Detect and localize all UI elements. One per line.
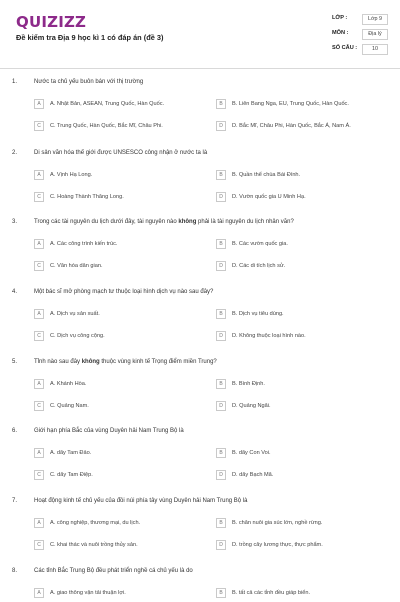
option-letter-box: A [34,309,44,319]
question-number: 2. [12,150,18,156]
option-a[interactable] [34,99,200,113]
question-7 [0,498,400,568]
question-3 [0,219,400,289]
question-emphasis: không [178,219,197,225]
option-c[interactable] [34,261,200,275]
option-b[interactable] [216,448,382,462]
option-d[interactable] [216,192,382,206]
option-text: A. giao thông vận tải thuận lợi. [50,589,126,596]
option-letter-box: A [34,379,44,389]
question-text: Di sản văn hóa thế giới được UNSESCO công nhận ở nước ta là [34,150,208,156]
meta-value: Lớp 9 [362,14,388,25]
option-text: A. công nghiệp, thương mại, du lịch. [50,519,141,526]
question-number: 3. [12,219,18,225]
option-letter-box: C [34,121,44,131]
option-text: D. Không thuộc loại hình nào. [232,332,306,339]
option-letter-box: B [216,309,226,319]
option-letter-box: B [216,518,226,528]
option-letter-box: B [216,379,226,389]
option-letter-box: B [216,588,226,598]
meta-label: MÔN : [332,30,349,36]
question-number: 8. [12,568,18,574]
option-letter-box: C [34,470,44,480]
question-2 [0,150,400,220]
question-1 [0,79,400,149]
option-letter-box: A [34,588,44,598]
option-letter-box: C [34,540,44,550]
option-letter-box: B [216,99,226,109]
option-text: D. trồng cây lương thực, thực phẩm. [232,541,323,548]
option-text: C. Quảng Nam. [50,402,89,409]
option-d[interactable] [216,331,382,345]
option-letter-box: A [34,99,44,109]
option-d[interactable] [216,401,382,415]
option-a[interactable] [34,448,200,462]
option-d[interactable] [216,261,382,275]
question-text-part: Trong các tài nguyên du lịch dưới đây, tài nguyên nào [34,219,179,225]
option-a[interactable] [34,170,200,184]
option-a[interactable] [34,309,200,323]
option-text: C. Hoàng Thành Thăng Long. [50,193,124,200]
option-text: D. Bắc Mĩ, Châu Phi, Hàn Quốc, Bắc Á, Nam Á. [232,122,351,129]
page-header [0,0,400,70]
option-text: B. Bình Định. [232,380,265,387]
question-text: Các tỉnh Bắc Trung Bộ đều phát triển nghề cá chủ yếu là do [34,568,193,574]
question-text [34,359,217,365]
option-text: D. Vườn quốc gia U Minh Hạ. [232,193,306,200]
option-b[interactable] [216,170,382,184]
question-text-part: Tỉnh nào sau đây [34,359,82,365]
option-c[interactable] [34,540,200,554]
question-number: 4. [12,289,18,295]
meta-label: LỚP : [332,15,348,21]
option-text: C. Văn hóa dân gian. [50,262,103,269]
question-text: Giới hạn phía Bắc của vùng Duyên hải Nam Trung Bộ là [34,428,184,434]
option-letter-box: C [34,261,44,271]
meta-value: Địa lý [362,29,388,40]
question-text [34,219,294,225]
option-b[interactable] [216,518,382,532]
quizizz-logo: QUIZIZZ [16,13,87,31]
option-letter-box: D [216,470,226,480]
option-letter-box: D [216,121,226,131]
option-letter-box: A [34,239,44,249]
question-number: 5. [12,359,18,365]
option-text: C. khai thác và nuôi trồng thủy sản. [50,541,138,548]
header-divider [0,68,400,69]
meta-value: 10 [362,44,388,55]
option-text: C. dãy Tam Điệp. [50,471,93,478]
option-letter-box: A [34,448,44,458]
option-d[interactable] [216,470,382,484]
option-d[interactable] [216,540,382,554]
option-text: B. Dịch vụ tiêu dùng. [232,310,284,317]
option-b[interactable] [216,379,382,393]
option-text: A. dãy Tam Đảo. [50,449,92,456]
option-text: C. Trung Quốc, Hàn Quốc, Bắc Mĩ, Châu Phi. [50,122,163,129]
option-text: A. Dịch vụ sản xuất. [50,310,100,317]
option-a[interactable] [34,379,200,393]
option-text: B. Quần thể chùa Bái Đính. [232,171,301,178]
option-text: B. tất cả các tỉnh đều giáp biển. [232,589,311,596]
option-letter-box: B [216,448,226,458]
option-d[interactable] [216,121,382,135]
question-8 [0,568,400,600]
option-text: A. Các công trình kiến trúc. [50,240,118,247]
option-letter-box: C [34,401,44,411]
option-text: A. Nhật Bản, ASEAN, Trung Quốc, Hàn Quốc. [50,100,165,107]
option-text: B. dãy Con Voi. [232,449,271,456]
option-text: B. Các vườn quốc gia. [232,240,288,247]
question-6 [0,428,400,498]
option-text: D. Các di tích lịch sử. [232,262,286,269]
meta-label: SỐ CÂU : [332,45,358,51]
option-c[interactable] [34,331,200,345]
option-letter-box: D [216,401,226,411]
option-text: C. Dịch vụ công cộng. [50,332,105,339]
question-number: 1. [12,79,18,85]
option-letter-box: A [34,518,44,528]
option-text: B. Liên Bang Nga, EU, Trung Quốc, Hàn Quốc. [232,100,349,107]
option-c[interactable] [34,401,200,415]
option-letter-box: D [216,331,226,341]
question-text: Hoạt động kinh tế chủ yếu của đồi núi phía tây vùng Duyên hải Nam Trung Bộ là [34,498,248,504]
question-text: Nước ta chủ yếu buôn bán với thị trường [34,79,144,85]
question-text: Một bác sĩ mở phòng mạch tư thuộc loại hình dịch vụ nào sau đây? [34,289,214,295]
option-text: D. Quảng Ngãi. [232,402,271,409]
option-a[interactable] [34,239,200,253]
question-emphasis: không [81,359,100,365]
option-letter-box: C [34,331,44,341]
option-letter-box: D [216,192,226,202]
option-letter-box: B [216,170,226,180]
option-letter-box: B [216,239,226,249]
question-number: 7. [12,498,18,504]
page-title: Đề kiểm tra Địa 9 học kì 1 có đáp án (đề 3) [16,33,164,42]
option-a[interactable] [34,518,200,532]
option-b[interactable] [216,99,382,113]
option-letter-box: C [34,192,44,202]
question-4 [0,289,400,359]
question-5 [0,359,400,429]
option-c[interactable] [34,121,200,135]
question-number: 6. [12,428,18,434]
option-text: A. Khánh Hòa. [50,380,87,387]
option-text: B. chăn nuôi gia súc lớn, nghề rừng. [232,519,323,526]
question-text-part: phải là tài nguyên du lịch nhân văn? [196,219,294,225]
option-letter-box: D [216,540,226,550]
question-text-part: thuộc vùng kinh tế Trọng điểm miền Trung? [99,359,217,365]
option-text: A. Vịnh Hạ Long. [50,171,93,178]
option-c[interactable] [34,192,200,206]
option-b[interactable] [216,239,382,253]
option-b[interactable] [216,309,382,323]
option-c[interactable] [34,470,200,484]
option-letter-box: D [216,261,226,271]
option-letter-box: A [34,170,44,180]
option-text: D. dãy Bạch Mã. [232,471,274,478]
